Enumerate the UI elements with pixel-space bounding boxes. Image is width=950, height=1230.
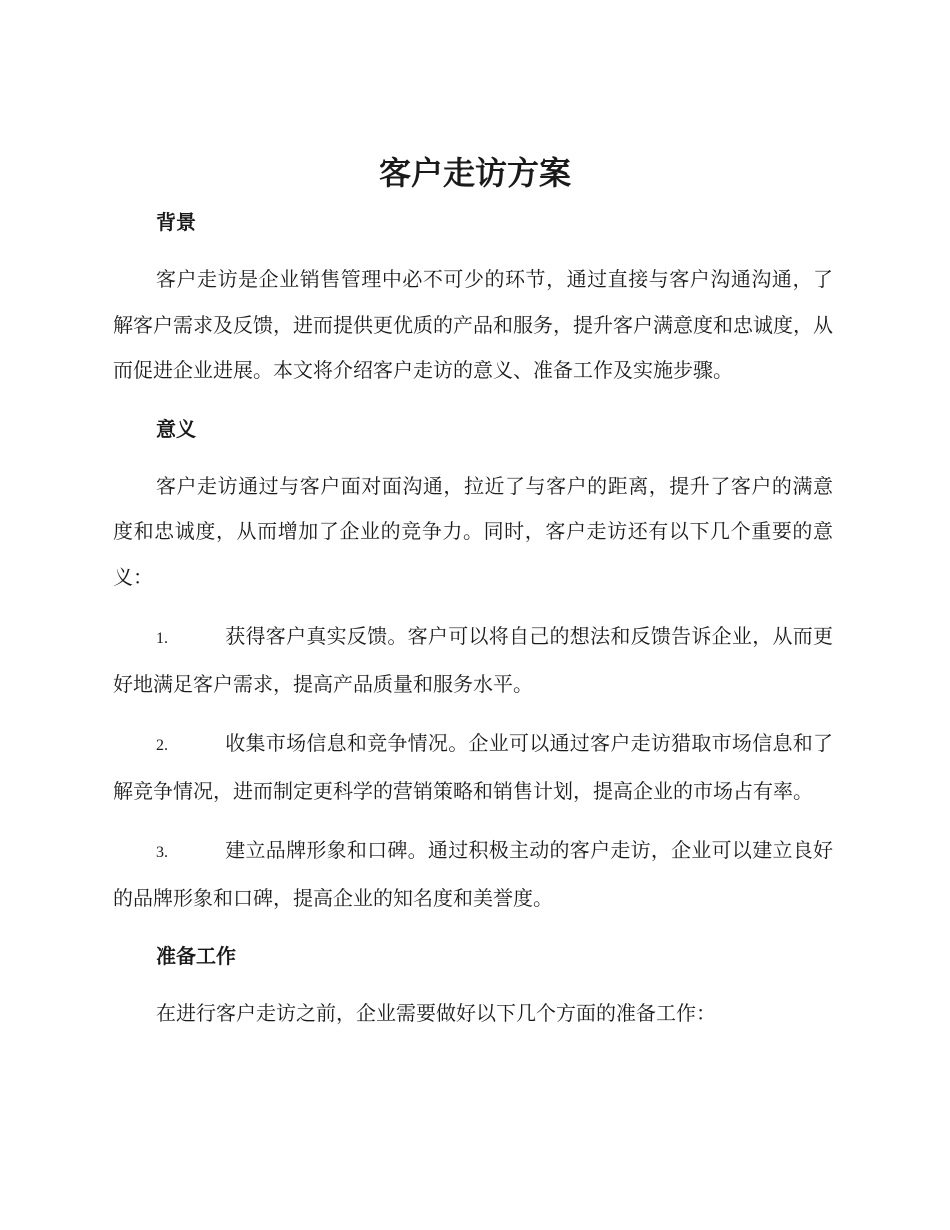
- preparation-paragraph: 在进行客户走访之前，企业需要做好以下几个方面的准备工作：: [156, 1001, 716, 1025]
- section-heading-significance: 意义: [156, 416, 196, 441]
- list-number: 1.: [156, 630, 168, 647]
- list-item-text: 建立品牌形象和口碑。通过积极主动的客户走访，企业可以建立良好的品牌形象和口碑，提高企业的知名度和美誉度。: [113, 838, 833, 910]
- significance-paragraph: 客户走访通过与客户面对面沟通，拉近了与客户的距离，提升了客户的满意度和忠诚度，从而增加了企业的竞争力。同时，客户走访还有以下几个重要的意义：: [113, 473, 833, 589]
- list-item: [113, 828, 833, 921]
- section-heading-preparation: 准备工作: [156, 944, 236, 968]
- document-body: [113, 201, 833, 1051]
- background-paragraph: 客户走访是企业销售管理中必不可少的环节，通过直接与客户沟通沟通，了解客户需求及反馈，进而提供更优质的产品和服务，提升客户满意度和忠诚度，从而促进企业进展。本文将介绍客户走访的意义、准备工作及实施步骤。: [113, 267, 833, 382]
- list-item-text: 收集市场信息和竞争情况。企业可以通过客户走访猎取市场信息和了解竞争情况，进而制定更科学的营销策略和销售计划，提高企业的市场占有率。: [113, 731, 833, 803]
- list-item-text: 获得客户真实反馈。客户可以将自己的想法和反馈告诉企业，从而更好地满足客户需求，提高产品质量和服务水平。: [113, 624, 833, 696]
- section-heading-background: 背景: [156, 210, 196, 234]
- list-number: 2.: [156, 737, 168, 754]
- list-item: [113, 614, 833, 707]
- list-number: 3.: [156, 844, 168, 861]
- document-title: 客户走访方案: [378, 154, 571, 192]
- list-item: [113, 721, 833, 814]
